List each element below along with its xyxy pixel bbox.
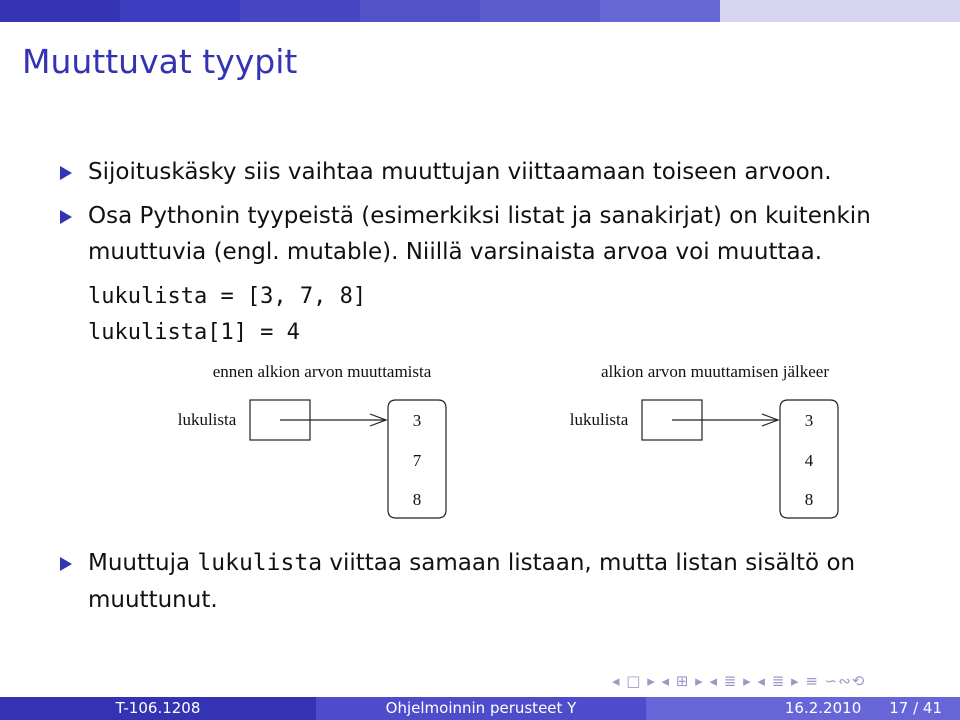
code-line-1: lukulista = [3, 7, 8] (88, 284, 367, 309)
diagram-after-value-0: 3 (804, 411, 814, 430)
diagram-after-value-1: 4 (804, 451, 814, 470)
bullet-arrow-icon (60, 166, 72, 180)
diagram-after-caption: alkion arvon muuttamisen jälkeer (600, 362, 830, 381)
footer-title: Ohjelmoinnin perusteet Y (316, 697, 646, 720)
footer-bar (0, 697, 960, 720)
bullet-2-line-2: muuttuvia (engl. mutable). Niillä varsinaista arvoa voi muuttaa. (88, 239, 823, 265)
bullet-3-line-1: Muuttuja lukulista viittaa samaan listaan, mutta listan sisältö on (88, 550, 856, 576)
diagram-before-value-1: 7 (412, 451, 422, 470)
diagram-before-value-2: 8 (412, 490, 422, 509)
diagram-before-caption: ennen alkion arvon muuttamista (212, 362, 432, 381)
bullet-1-text: Sijoituskäsky siis vaihtaa muuttujan viittaamaan toiseen arvoon. (88, 159, 832, 185)
bullet-arrow-icon (60, 210, 72, 224)
footer-date: 16.2.2010 (784, 699, 862, 717)
page-title: Muuttuvat tyypit (22, 42, 298, 81)
code-line-2: lukulista[1] = 4 (88, 320, 300, 345)
diagram-after-value-2: 8 (804, 490, 814, 509)
beamer-navigation-controls[interactable]: ◂ □ ▸ ◂ ⊞ ▸ ◂ ≣ ▸ ◂ ≣ ▸ ≡ ∽∾⟲ (612, 672, 866, 690)
top-progress-bar (0, 0, 960, 22)
diagram-before-var-label: lukulista (177, 410, 237, 429)
bullet-arrow-icon (60, 557, 72, 571)
bullet-2-line-1: Osa Pythonin tyypeistä (esimerkiksi listat ja sanakirjat) on kuitenkin (88, 203, 871, 229)
diagram-before-value-0: 3 (412, 411, 422, 430)
footer-page-number: 17 / 41 (889, 699, 942, 717)
list-reference-diagram (0, 350, 960, 525)
footer-course: T-106.1208 (0, 697, 316, 720)
diagram-after-var-label: lukulista (569, 410, 629, 429)
bullet-3-line-2: muuttunut. (88, 587, 218, 613)
inline-code: lukulista (197, 550, 323, 576)
